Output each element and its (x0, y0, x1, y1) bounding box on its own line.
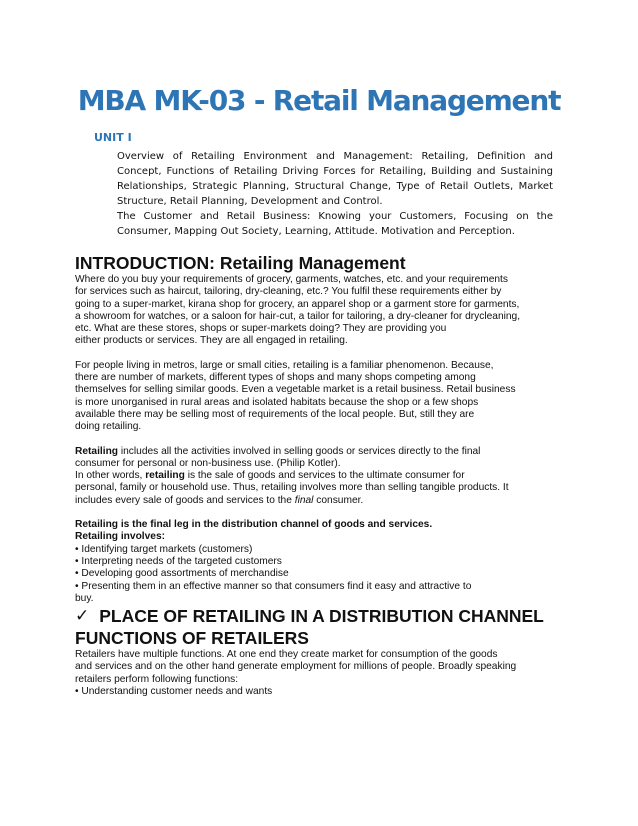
place-heading (75, 605, 562, 627)
unit-syllabus (117, 149, 553, 239)
list-item: • Presenting them in an effective manner so that consumers find it easy and attractive to (75, 580, 472, 592)
list-item: • Identifying target markets (customers) (75, 543, 253, 555)
text-line: either products or services. They are all engaged in retailing. (75, 335, 348, 347)
text-line: consumer for personal or non-business use. (Philip Kotler). (75, 457, 341, 469)
list-item: buy. (75, 592, 94, 604)
checkmark-icon: ✓ (75, 606, 90, 627)
text-line: etc. What are these stores, shops or super-markets doing? They are providing you (75, 323, 447, 335)
text-line: doing retailing. (75, 421, 142, 433)
involves-block (75, 519, 562, 605)
list-item: • Understanding customer needs and wants (75, 686, 273, 698)
text-line: retailers perform following functions: (75, 673, 239, 685)
text-line: and services and on the other hand generate employment for millions of people. Broadly speaking (75, 661, 517, 673)
text-line: is more unorganised in rural areas and isolated habitats because the shop or a few shops (75, 396, 479, 408)
text-line: For people living in metros, large or small cities, retailing is a familiar phenomenon. Because, (75, 359, 494, 371)
bold-term: retailing (145, 470, 185, 482)
text-line: Retailers have multiple functions. At one end they create market for consumption of the goods (75, 649, 498, 661)
text-line: a showroom for watches, or a saloon for hair-cut, a tailor for tailoring, a dry-cleaner for drycleaning, (75, 310, 521, 322)
text-line: themselves for selling similar goods. Even a vegetable market is a retail business. Retail business (75, 384, 516, 396)
list-item: • Interpreting needs of the targeted customers (75, 555, 282, 567)
text-line: available there may be selling most of requirements of the local people. But, still they are (75, 408, 475, 420)
unit-paragraph: Overview of Retailing Environment and Management: Retailing, Definition and Concept, Functions of Retailing Driving Forces for Retailing, Building and Sustaining Relationships, Strategic Planning, Structural Change, Type of Retail Outlets, Market Structure, Retail Planning, Development and Control. (117, 151, 553, 207)
functions-heading: FUNCTIONS OF RETAILERS (75, 628, 309, 649)
unit-paragraph: The Customer and Retail Business: Knowing your Customers, Focusing on the Consumer, Mapping Out Society, Learning, Attitude. Motivation and Perception. (117, 211, 553, 237)
intro-paragraph-2 (75, 360, 562, 434)
document-title: MBA MK-03 - Retail Management (77, 84, 561, 117)
main-content (75, 252, 562, 710)
involves-list (75, 544, 562, 605)
text-line: for services such as haircut, tailoring, dry-cleaning, etc.? You fulfil these requirements either by (75, 286, 502, 298)
definition-paragraph (75, 446, 562, 507)
functions-paragraph (75, 649, 562, 698)
text-line: going to a super-market, kirana shop for grocery, an apparel shop or a garment store for garments, (75, 298, 520, 310)
involves-label: Retailing involves: (75, 531, 166, 543)
text-line: Retailing includes all the activities involved in selling goods or services directly to the final (75, 445, 481, 457)
text-line: Where do you buy your requirements of grocery, garments, watches, etc. and your requirements (75, 274, 508, 285)
text-line: personal, family or household use. Thus, retailing involves more than selling tangible products. It (75, 482, 509, 494)
unit-label: UNIT I (94, 131, 132, 144)
final-leg-statement: Retailing is the final leg in the distribution channel of goods and services. (75, 519, 433, 531)
text-line: includes every sale of goods and services to the final consumer. (75, 494, 364, 506)
bold-term: Retailing (75, 445, 119, 457)
intro-paragraph-1 (75, 274, 562, 348)
place-heading-text: PLACE OF RETAILING IN A DISTRIBUTION CHANNEL (99, 606, 544, 627)
list-item: • Developing good assortments of merchandise (75, 568, 289, 580)
italic-term: final (294, 494, 314, 506)
text-line: In other words, retailing is the sale of goods and services to the ultimate consumer for (75, 470, 465, 482)
intro-heading: INTRODUCTION: Retailing Management (75, 253, 406, 273)
text-line: there are number of markets, different types of shops and many shops competing among (75, 372, 476, 384)
